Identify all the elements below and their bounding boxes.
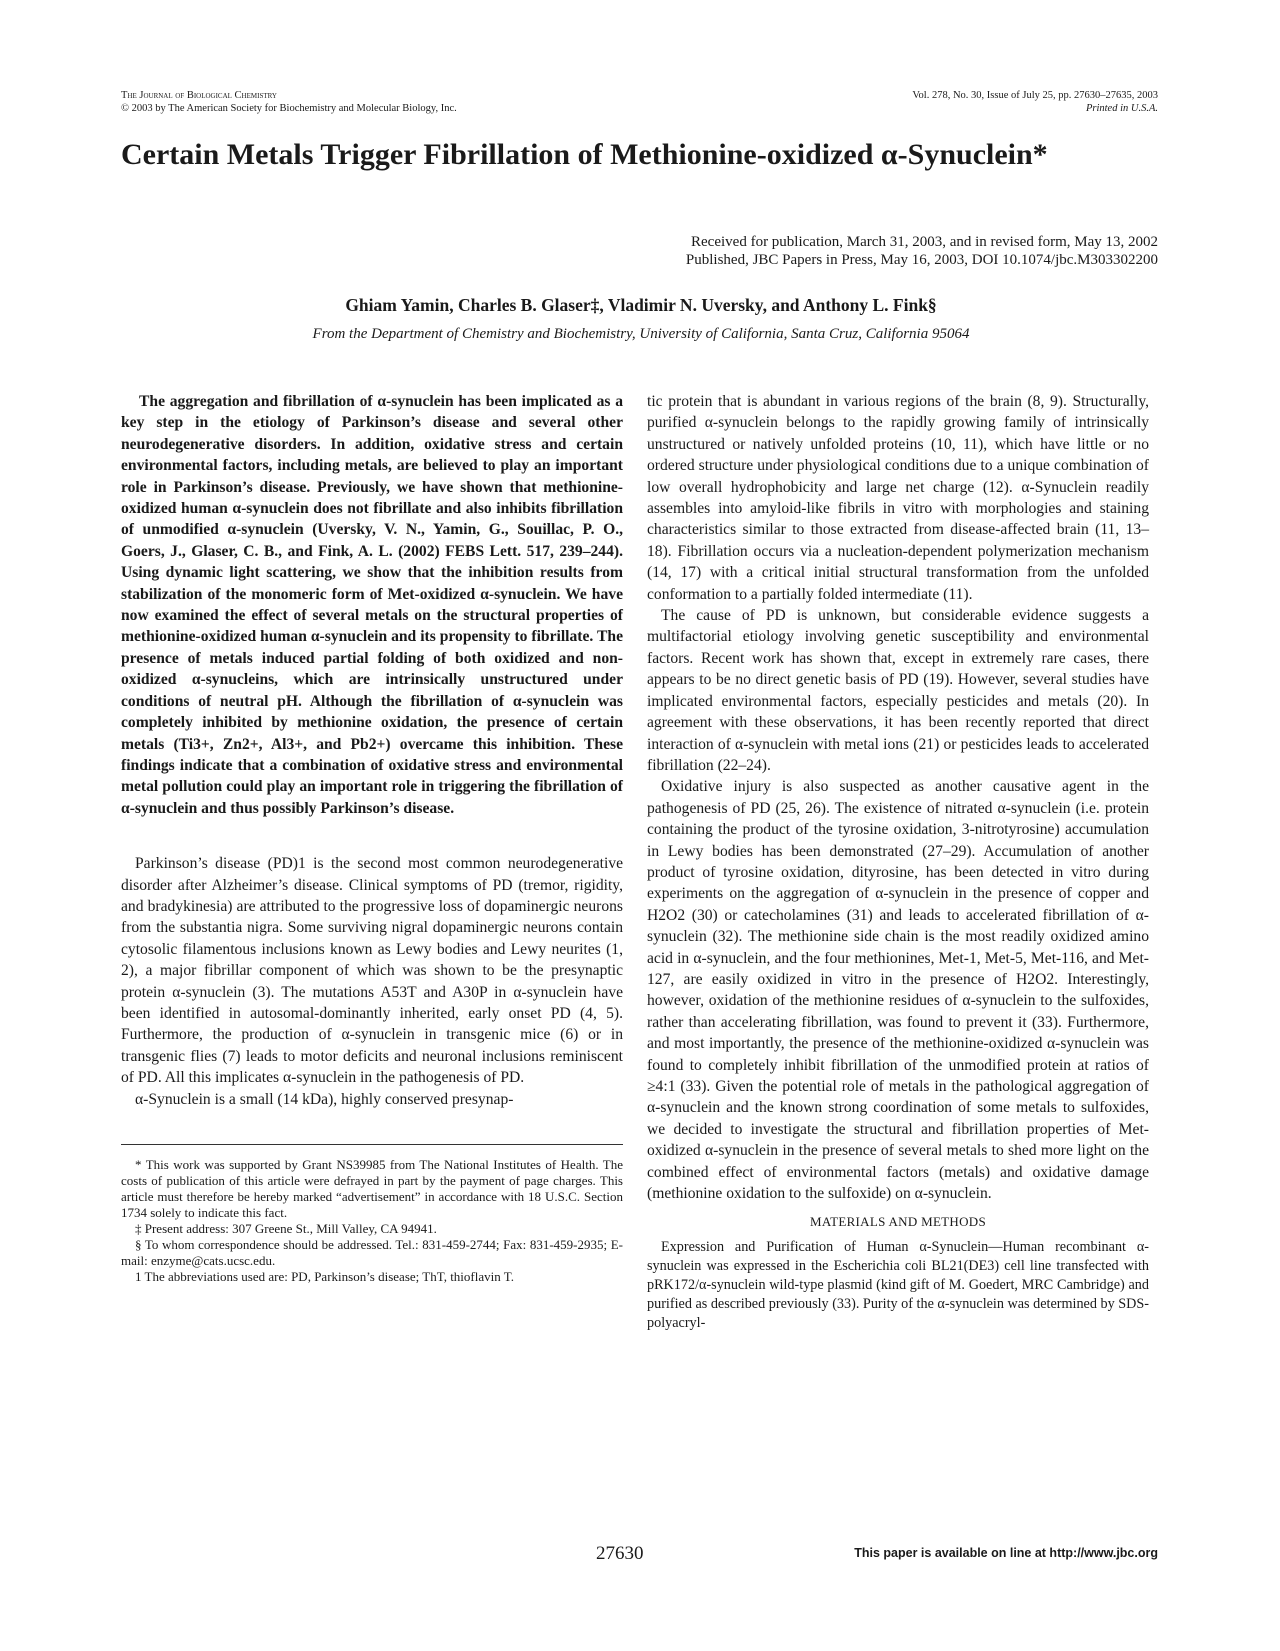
author-list: Ghiam Yamin, Charles B. Glaser‡, Vladimir N. Uversky, and Anthony L. Fink§ xyxy=(345,295,937,315)
body-paragraph: Parkinson’s disease (PD)1 is the second most common neurodegenerative disorder after Alzheimer’s disease. Clinical symptoms of PD (tremor, rigidity, and bradykinesia) are attributed to the progressive loss of dopaminergic neurons from the substantia nigra. Some surviving nigral dopaminergic neurons contain cytosolic filamentous inclusions known as Lewy bodies and Lewy neurites (1, 2), a major fibrillar component of which was shown to be the presynaptic protein α-synuclein (3). The mutations A53T and A30P in α-synuclein have been identified in autosomal-dominantly inherited, early onset PD (4, 5). Furthermore, the production of α-synuclein in transgenic mice (6) or in transgenic flies (7) leads to motor deficits and neuronal inclusions reminiscent of PD. All this implicates α-synuclein in the pathogenesis of PD. xyxy=(121,855,623,1087)
body-paragraph: Oxidative injury is also suspected as another causative agent in the pathogenesis of PD (25, 26). The existence of nitrated α-synuclein (i.e. protein containing the product of the tyrosine oxidation, 3-nitrotyrosine) accumulation in Lewy bodies has been demonstrated (27–29). Accumulation of another product of tyrosine oxidation, dityrosine, has been detected in vitro during experiments on the aggregation of α-synuclein in the presence of copper and H2O2 (30) or catecholamines (31) and leads to accelerated fibrillation of α-synuclein (32). The methionine side chain is the most readily oxidized amino acid in α-synuclein, and the four methionines, Met-1, Met-5, Met-116, and Met-127, are easily oxidized in vitro in the presence of H2O2. Interestingly, however, oxidation of the methionine residues of α-synuclein to the sulfoxides, rather than accelerating fibrillation, was found to prevent it (33). Furthermore, and most importantly, the presence of the methionine-oxidized α-synuclein was found to completely inhibit fibrillation of the unmodified protein at ratios of ≥4:1 (33). Given the potential role of metals in the pathological aggregation of α-synuclein and the known strong coordination of some metals to sulfoxides, we decided to investigate the structural and fibrillation properties of Met-oxidized α-synuclein in the presence of several metals to shed more light on the combined effect of environmental factors (metals) and oxidative damage (methionine oxidation to the sulfoxide) on α-synuclein. xyxy=(647,778,1149,1203)
right-column xyxy=(647,391,1149,1333)
running-header-left xyxy=(121,89,641,115)
footnote: ‡ Present address: 307 Greene St., Mill Valley, CA 94941. xyxy=(135,1221,437,1236)
body-paragraph: tic protein that is abundant in various regions of the brain (8, 9). Structurally, purified α-synuclein belongs to the rapidly growing family of intrinsically unstructured or natively unfolded proteins (10, 11), which have little or no ordered structure under physiological conditions due to a unique combination of low overall hydrophobicity and large net charge (12). α-Synuclein readily assembles into amyloid-like fibrils in vitro with morphologies and staining characteristics similar to those extracted from disease-affected brain (11, 13–18). Fibrillation occurs via a nucleation-dependent polymerization mechanism (14, 17) with a critical initial structural transformation from the unfolded conformation to a partially folded intermediate (11). xyxy=(647,393,1149,603)
running-header-right xyxy=(678,89,1158,115)
methods-paragraph: Expression and Purification of Human α-Synuclein—Human recombinant α-synuclein was expressed in the Escherichia coli BL21(DE3) cell line transfected with pRK172/α-synuclein wild-type plasmid (kind gift of M. Goedert, MRC Cambridge) and purified as described previously (33). Purity of the α-synuclein was determined by SDS-polyacryl- xyxy=(647,1239,1149,1332)
article-title: Certain Metals Trigger Fibrillation of Methionine-oxidized α-Synuclein* xyxy=(121,138,1048,171)
copyright-line: © 2003 by The American Society for Biochemistry and Molecular Biology, Inc. xyxy=(121,103,457,114)
publication-history xyxy=(438,233,1158,269)
body-paragraph: The cause of PD is unknown, but considerable evidence suggests a multifactorial etiology involving genetic susceptibility and environmental factors. Recent work has shown that, except in extremely rare cases, there appears to be no direct genetic basis of PD (19). However, several studies have implicated environmental factors, especially pesticides and metals (20). In agreement with these observations, it has been recently reported that direct interaction of α-synuclein with metal ions (21) or pesticides leads to accelerated fibrillation (22–24). xyxy=(647,607,1149,774)
printed-line: Printed in U.S.A. xyxy=(1085,103,1158,114)
footnote: § To whom correspondence should be addressed. Tel.: 831-459-2744; Fax: 831-459-2935; E-mail: enzyme@cats.ucsc.edu. xyxy=(121,1237,623,1268)
volume-line: Vol. 278, No. 30, Issue of July 25, pp. 27630–27635, 2003 xyxy=(912,90,1158,101)
footnote: * This work was supported by Grant NS39985 from The National Institutes of Health. The costs of publication of this article were defrayed in part by the payment of page charges. This article must therefore be hereby marked “advertisement” in accordance with 18 U.S.C. Section 1734 solely to indicate this fact. xyxy=(121,1157,623,1220)
journal-name: The Journal of Biological Chemistry xyxy=(121,90,277,101)
body-paragraph: α-Synuclein is a small (14 kDa), highly conserved presynap- xyxy=(135,1090,514,1108)
abstract: The aggregation and fibrillation of α-synuclein has been implicated as a key step in the etiology of Parkinson’s disease and several other neurodegenerative disorders. In addition, oxidative stress and certain environmental factors, including metals, are believed to play an important role in Parkinson’s disease. Previously, we have shown that methionine-oxidized human α-synuclein does not fibrillate and also inhibits fibrillation of unmodified α-synuclein (Uversky, V. N., Yamin, G., Souillac, P. O., Goers, J., Glaser, C. B., and Fink, A. L. (2002) FEBS Lett. 517, 239–244). Using dynamic light scattering, we show that the inhibition results from stabilization of the monomeric form of Met-oxidized α-synuclein. We have now examined the effect of several metals on the structural properties of methionine-oxidized human α-synuclein and its propensity to fibrillate. The presence of metals induced partial folding of both oxidized and non-oxidized α-synucleins, which are intrinsically unstructured under conditions of neutral pH. Although the fibrillation of α-synuclein was completely inhibited by methionine oxidation, the presence of certain metals (Ti3+, Zn2+, Al3+, and Pb2+) overcame this inhibition. These findings indicate that a combination of oxidative stress and environmental metal pollution could play an important role in triggering the fibrillation of α-synuclein and thus possibly Parkinson’s disease. xyxy=(121,393,623,817)
affiliation: From the Department of Chemistry and Biochemistry, University of California, Santa Cruz, California 95064 xyxy=(312,326,970,342)
published-line: Published, JBC Papers in Press, May 16, 2003, DOI 10.1074/jbc.M303302200 xyxy=(685,252,1158,268)
page-number: 27630 xyxy=(596,1543,644,1564)
footnote-separator xyxy=(121,1144,623,1145)
section-heading: MATERIALS AND METHODS xyxy=(809,1214,987,1230)
footnote: 1 The abbreviations used are: PD, Parkinson’s disease; ThT, thioflavin T. xyxy=(135,1269,514,1284)
received-line: Received for publication, March 31, 2003, and in revised form, May 13, 2002 xyxy=(691,234,1158,250)
online-availability-link[interactable]: This paper is available on line at http://www.jbc.org xyxy=(854,1546,1158,1560)
left-column xyxy=(121,391,623,1285)
